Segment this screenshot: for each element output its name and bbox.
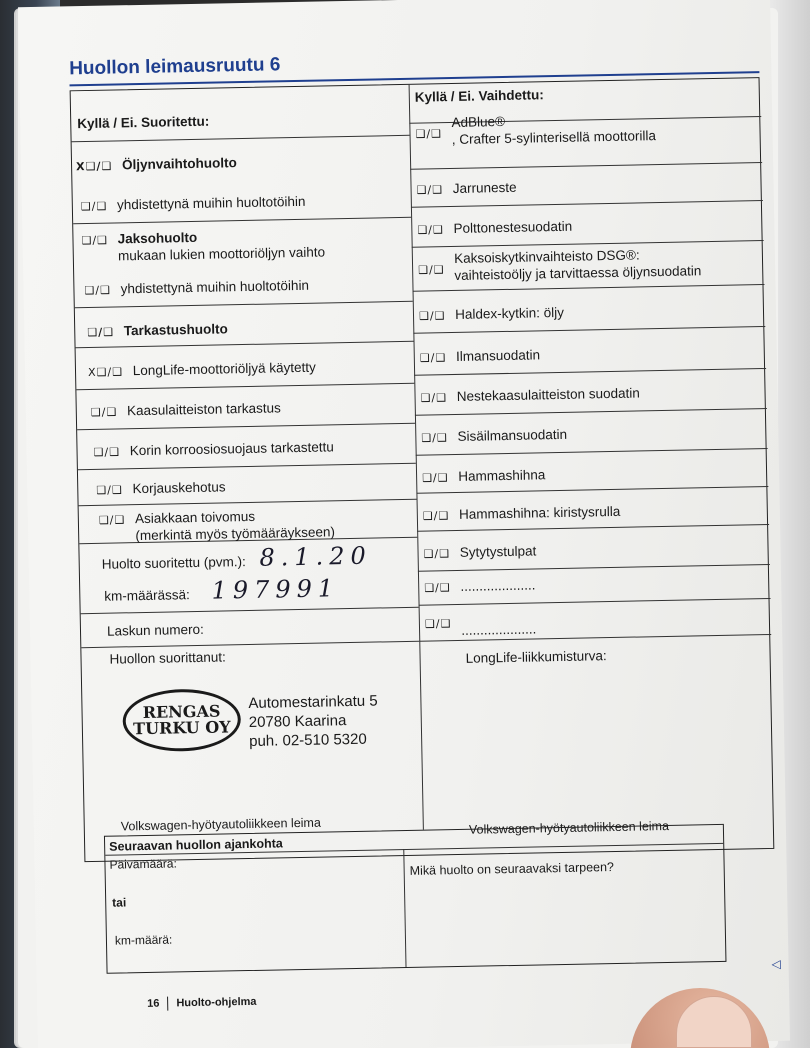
right-row-spark-plugs[interactable] <box>423 542 536 562</box>
row-label: LongLife-moottoriöljyä käytetty <box>132 359 316 379</box>
next-service-box <box>104 824 727 974</box>
service-date-row <box>101 541 373 573</box>
book-title: Huolto-ohjelma <box>176 995 257 1010</box>
right-row-timing-belt[interactable] <box>422 466 546 486</box>
divider <box>411 200 763 208</box>
divider <box>410 162 762 170</box>
left-row-corrosion[interactable] <box>93 438 334 461</box>
row-label: yhdistettynä muihin huoltotöihin <box>116 193 306 213</box>
row-label: Hammashihna <box>458 467 546 484</box>
divider <box>413 284 765 292</box>
longlife-label: LongLife-liikkumisturva: <box>465 648 607 666</box>
row-label: Haldex-kytkin: öljy <box>455 304 565 322</box>
divider <box>413 326 765 334</box>
checkbox-icon[interactable]: ❑/❑ <box>93 445 121 459</box>
divider <box>72 135 410 142</box>
left-row-combined-2[interactable] <box>84 277 309 299</box>
checkbox-icon[interactable]: ❑/❑ <box>424 617 452 631</box>
right-row-haldex[interactable] <box>419 304 564 325</box>
checkbox-icon[interactable]: ❑/❑ <box>415 127 443 141</box>
left-row-interval-service[interactable] <box>81 226 325 265</box>
left-row-longlife-oil[interactable] <box>88 359 316 381</box>
divider <box>79 499 417 506</box>
page-title: Huollon leimausruutu 6 <box>69 54 281 80</box>
divider <box>416 486 768 494</box>
page-footer <box>147 995 257 1011</box>
checkbox-icon[interactable]: ❑/❑ <box>421 431 448 445</box>
row-sublabel: , Crafter 5-sylinterisellä moottorilla <box>451 128 657 147</box>
row-label: Jarruneste <box>452 179 517 196</box>
dealer-stamp <box>111 645 424 831</box>
checkbox-icon[interactable]: X❑/❑ <box>87 365 124 380</box>
checkbox-icon[interactable]: ❑/❑ <box>422 471 449 485</box>
right-row-blank-2[interactable] <box>424 612 537 638</box>
invoice-row <box>107 621 204 640</box>
service-date-label: Huolto suoritettu (pvm.): <box>101 554 246 572</box>
left-row-inspection[interactable] <box>87 320 228 341</box>
or-label: tai <box>112 895 127 910</box>
checkbox-icon[interactable]: ❑/❑ <box>87 325 115 340</box>
page-number: 16 <box>147 997 160 1010</box>
divider <box>417 524 769 532</box>
divider <box>418 564 770 572</box>
stamp-address: Automestarinkatu 5 <box>248 692 378 712</box>
row-sublabel: (merkintä myös työmääräykseen) <box>135 524 336 544</box>
next-service-header: Seuraavan huollon ajankohta <box>109 836 283 854</box>
divider <box>415 408 767 416</box>
right-row-air-filter[interactable] <box>420 346 541 366</box>
rengas-turku-logo <box>122 688 241 752</box>
left-column-header: Kyllä / Ei. Suoritettu: <box>77 113 210 132</box>
row-label: Nestekaasulaitteiston suodatin <box>456 385 641 404</box>
next-km-label[interactable]: km-määrä: <box>114 932 173 948</box>
performed-by-label: Huollon suorittanut: <box>109 649 227 667</box>
divider <box>76 383 414 390</box>
right-row-cabin-filter[interactable] <box>421 426 567 447</box>
left-row-customer-request[interactable] <box>99 506 335 545</box>
checkbox-icon[interactable]: ❑/❑ <box>80 199 108 214</box>
footer-divider <box>167 997 168 1011</box>
right-row-lpg-filter[interactable] <box>420 384 640 406</box>
service-date-value[interactable]: 8.1.20 <box>259 541 373 572</box>
divider <box>77 423 415 430</box>
checkbox-icon[interactable]: ❑/❑ <box>419 351 447 365</box>
left-row-combined-1[interactable] <box>81 193 306 215</box>
row-label: Sytytystulpat <box>459 543 537 560</box>
divider <box>419 598 771 606</box>
service-stamp-grid <box>70 77 775 862</box>
right-row-fuel-filter[interactable] <box>417 218 572 239</box>
right-row-tensioner[interactable] <box>423 503 621 525</box>
right-row-brake-fluid[interactable] <box>416 179 516 199</box>
right-row-blank-1[interactable] <box>424 576 536 596</box>
checkbox-icon[interactable]: ❑/❑ <box>422 509 450 523</box>
logo-line-1: RENGAS <box>142 701 221 723</box>
row-label: Asiakkaan toivomus <box>134 508 256 527</box>
dealer-stamp-caption-left: Volkswagen-hyötyautoliikkeen leima <box>120 815 321 834</box>
left-row-oil-change[interactable] <box>76 154 237 175</box>
next-service-question[interactable]: Mikä huolto on seuraavaksi tarpeen? <box>409 860 615 878</box>
next-date-label[interactable]: Päivämäärä: <box>109 856 177 872</box>
row-label: Ilmansuodatin <box>455 347 541 364</box>
service-km-row <box>104 574 340 605</box>
row-label: .................... <box>461 621 537 638</box>
checkbox-icon[interactable]: ❑/❑ <box>417 223 444 237</box>
logo-line-2: TURKU OY <box>133 717 231 739</box>
row-label: Kaksoiskytkinvaihteisto DSG®: <box>453 247 640 266</box>
row-sublabel: mukaan lukien moottoriöljyn vaihto <box>117 244 326 264</box>
booklet-page <box>18 0 790 1048</box>
km-label: km-määrässä: <box>104 587 190 604</box>
row-label: Korin korroosiosuojaus tarkastettu <box>129 439 334 459</box>
checkbox-icon[interactable]: ❑/❑ <box>81 233 109 248</box>
row-label: Sisäilmansuodatin <box>457 426 568 444</box>
km-value[interactable]: 197991 <box>211 574 340 605</box>
right-row-adblue[interactable] <box>415 113 657 149</box>
right-column-header: Kyllä / Ei. Vaihdettu: <box>414 87 544 105</box>
divider <box>81 607 419 614</box>
row-label: Polttonestesuodatin <box>453 218 573 236</box>
left-row-gas-inspection[interactable] <box>91 399 281 421</box>
invoice-label: Laskun numero: <box>106 621 204 639</box>
row-label: Kaasulaitteiston tarkastus <box>126 400 281 419</box>
row-label: Korjauskehotus <box>132 479 226 497</box>
divider <box>416 448 768 456</box>
stamp-address-block <box>248 692 378 751</box>
checkbox-icon[interactable]: ❑/❑ <box>423 547 451 561</box>
page-corner-arrow-icon: ◁ <box>771 956 781 972</box>
row-sublabel: vaihteistoöljy ja tarvittaessa öljynsuodatin <box>454 263 702 283</box>
checkbox-icon[interactable]: ❑/❑ <box>90 405 118 419</box>
checkbox-icon[interactable]: ❑/❑ <box>84 283 112 298</box>
stamp-phone: puh. 02-510 5320 <box>248 730 367 750</box>
left-row-repair-note[interactable] <box>96 478 226 498</box>
row-label: yhdistettynä muihin huoltotöihin <box>120 277 310 297</box>
divider <box>73 217 411 224</box>
divider <box>414 368 766 376</box>
row-label: AdBlue® <box>451 113 506 130</box>
checkbox-icon[interactable]: ❑/❑ <box>418 263 445 277</box>
row-label: Hammashihna: kiristysrulla <box>458 503 621 522</box>
checkbox-icon[interactable]: ❑/❑ <box>98 513 126 527</box>
row-label: Jaksohuolto <box>117 229 198 247</box>
checkbox-icon[interactable]: ❑/❑ <box>418 309 446 323</box>
row-label: Öljynvaihtohuolto <box>121 155 237 173</box>
divider <box>403 849 406 967</box>
checkbox-icon[interactable]: ❑/❑ <box>416 183 444 197</box>
dealer-stamp-caption-right: Volkswagen-hyötyautoliikkeen leima <box>468 818 670 837</box>
checkbox-icon[interactable]: X❑/❑ <box>75 159 113 174</box>
checkbox-icon[interactable]: ❑/❑ <box>424 581 451 595</box>
stamp-city: 20780 Kaarina <box>248 712 347 731</box>
divider <box>78 463 416 470</box>
row-label: Tarkastushuolto <box>123 321 228 339</box>
divider <box>76 341 414 348</box>
divider <box>75 301 413 308</box>
row-label: .................... <box>460 577 536 594</box>
checkbox-icon[interactable]: ❑/❑ <box>420 391 448 405</box>
checkbox-icon[interactable]: ❑/❑ <box>96 483 123 497</box>
right-row-dsg[interactable] <box>418 245 702 284</box>
